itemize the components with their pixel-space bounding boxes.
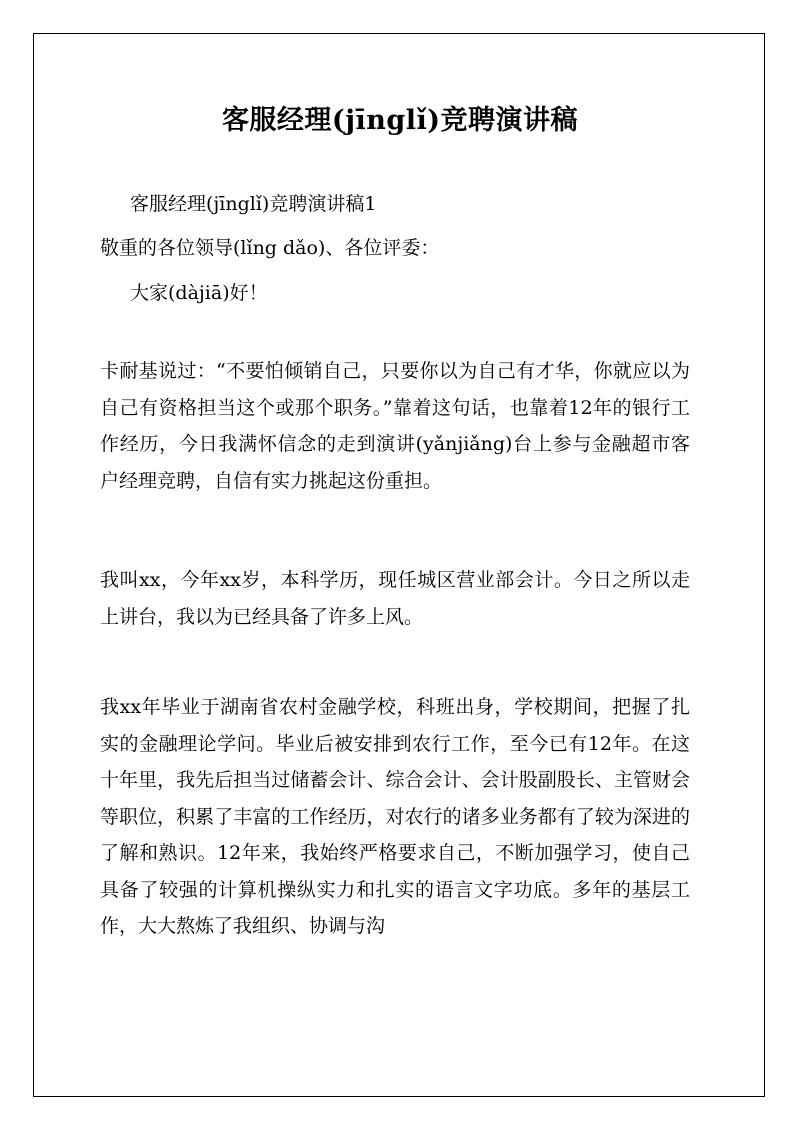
salutation: 敬重的各位领导(lǐng dǎo)、各位评委： xyxy=(100,237,440,259)
paragraph-1: 卡耐基说过：“不要怕倾销自己，只要你以为自己有才华，你就应以为自己有资格担当这个或那个职务。”靠着这句话，也靠着12年的银行工作经历，今日我满怀信念的走到演讲(yǎnjiǎng)台上参与金融超市客户经理竞聘，自信有实力挑起这份重担。 xyxy=(100,360,690,492)
paragraph-3: 我xx年毕业于湖南省农村金融学校，科班出身，学校期间，把握了扎实的金融理论学问。毕业后被安排到农行工作，至今已有12年。在这十年里，我先后担当过储蓄会计、综合会计、会计股副股长、主管财会等职位，积累了丰富的工作经历，对农行的诸多业务都有了较为深进的了解和熟识。12年来，我始终严格要求自己，不断加强学习，使自己具备了较强的计算机操纵实力和扎实的语言文字功底。多年的基层工作，大大熬炼了我组织、协调与沟 xyxy=(100,696,690,937)
document-subtitle: 客服经理(jīnglǐ)竞聘演讲稿1 xyxy=(130,193,377,215)
document-title: 客服经理(jīnglǐ)竞聘演讲稿 xyxy=(221,105,579,136)
greeting: 大家(dàjiā)好！ xyxy=(130,282,268,304)
paragraph-2: 我叫xx，今年xx岁，本科学历，现任城区营业部会计。今日之所以走上讲台，我以为已经具备了许多上风。 xyxy=(100,569,690,628)
